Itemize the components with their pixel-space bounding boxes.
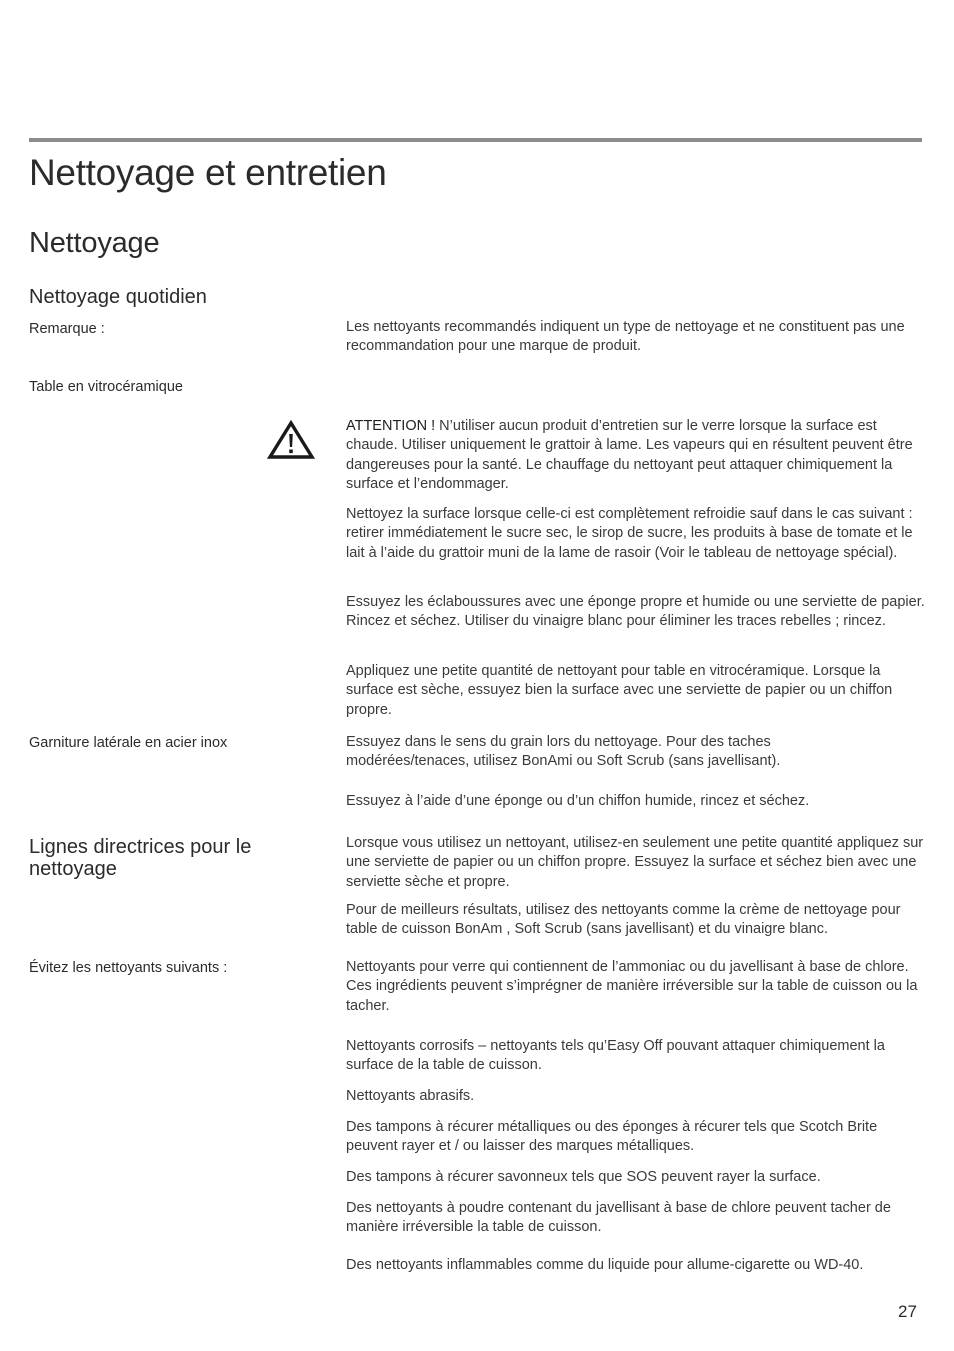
remarque-label: Remarque : (29, 321, 105, 337)
attention-paragraph (346, 417, 926, 494)
daily-cleaning-heading: Nettoyage quotidien (29, 286, 207, 308)
avoid-label: Évitez les nettoyants suivants : (29, 960, 228, 976)
header-rule (29, 138, 922, 142)
inox-label: Garniture latérale en acier inox (29, 735, 228, 751)
inox-paragraph-2: Essuyez à l’aide d’une éponge ou d’un chiffon humide, rincez et séchez. (346, 793, 810, 809)
remarque-text: Les nettoyants recommandés indiquent un type de nettoyage et ne constituent pas une recommandation pour une marque de produit. (346, 319, 905, 355)
guidelines-paragraph-1: Lorsque vous utilisez un nettoyant, utilisez-en seulement une petite quantité appliquez sur une serviette de papier ou un chiffon propre. Essuyez la surface et séchez bien avec une serviette sèche et propre. (346, 835, 924, 890)
attention-text: N’utiliser aucun produit d’entretien sur le verre lorsque la surface est chaude. Utiliser uniquement le grattoir à lame. Les vapeurs qui en résultent peuvent être dangereuses pour la santé. Le chauffage du nettoyant peut attaquer chimiquement la surface et l’endommager. (346, 418, 913, 492)
avoid-item: Des tampons à récurer métalliques ou des éponges à récurer tels que Scotch Brite peuvent rayer et / ou laisser des marques métalliques. (346, 1119, 878, 1155)
avoid-item: Des nettoyants à poudre contenant du javellisant à base de chlore peuvent tacher de manière irréversible la table de cuisson. (346, 1200, 891, 1236)
vitro-label: Table en vitrocéramique (29, 379, 183, 395)
page-number: 27 (898, 1302, 917, 1321)
vitro-paragraph-3: Appliquez une petite quantité de nettoyant pour table en vitrocéramique. Lorsque la surface est sèche, essuyez bien la surface avec une serviette de papier ou un chiffon propre. (346, 663, 893, 718)
vitro-paragraph-2: Essuyez les éclaboussures avec une éponge propre et humide ou une serviette de papier. Rincez et séchez. Utiliser du vinaigre blanc pour éliminer les traces rebelles ; rincez. (346, 594, 925, 630)
vitro-paragraph-1: Nettoyez la surface lorsque celle-ci est complètement refroidie sauf dans le cas suivant : retirer immédiatement le sucre sec, le sirop de sucre, les produits à base de tomate et le lait à l’aide du grattoir muni de la lame de rasoir (Voir le tableau de nettoyage spécial). (346, 506, 913, 561)
avoid-item: Des nettoyants inflammables comme du liquide pour allume-cigarette ou WD-40. (346, 1257, 864, 1273)
avoid-item: Nettoyants corrosifs – nettoyants tels qu’Easy Off pouvant attaquer chimiquement la surface de la table de cuisson. (346, 1038, 885, 1074)
inox-paragraph-1: Essuyez dans le sens du grain lors du nettoyage. Pour des taches modérées/tenaces, utilisez BonAmi ou Soft Scrub (sans javellisant). (346, 734, 781, 770)
attention-label: ATTENTION ! (346, 418, 436, 434)
guidelines-heading: Lignes directrices pour le nettoyage (29, 836, 252, 880)
avoid-item: Nettoyants pour verre qui contiennent de l’ammoniac ou du javellisant à base de chlore. Ces ingrédients peuvent s’imprégner de manière irréversible sur la table de cuisson ou la tacher. (346, 959, 918, 1014)
warning-triangle-icon (267, 420, 315, 460)
avoid-item: Nettoyants abrasifs. (346, 1088, 475, 1104)
section-title: Nettoyage (29, 227, 160, 259)
guidelines-paragraph-2: Pour de meilleurs résultats, utilisez des nettoyants comme la crème de nettoyage pour table de cuisson BonAm , Soft Scrub (sans javellisant) et du vinaigre blanc. (346, 902, 901, 938)
avoid-item: Des tampons à récurer savonneux tels que SOS peuvent rayer la surface. (346, 1169, 821, 1185)
page-title: Nettoyage et entretien (29, 152, 387, 193)
